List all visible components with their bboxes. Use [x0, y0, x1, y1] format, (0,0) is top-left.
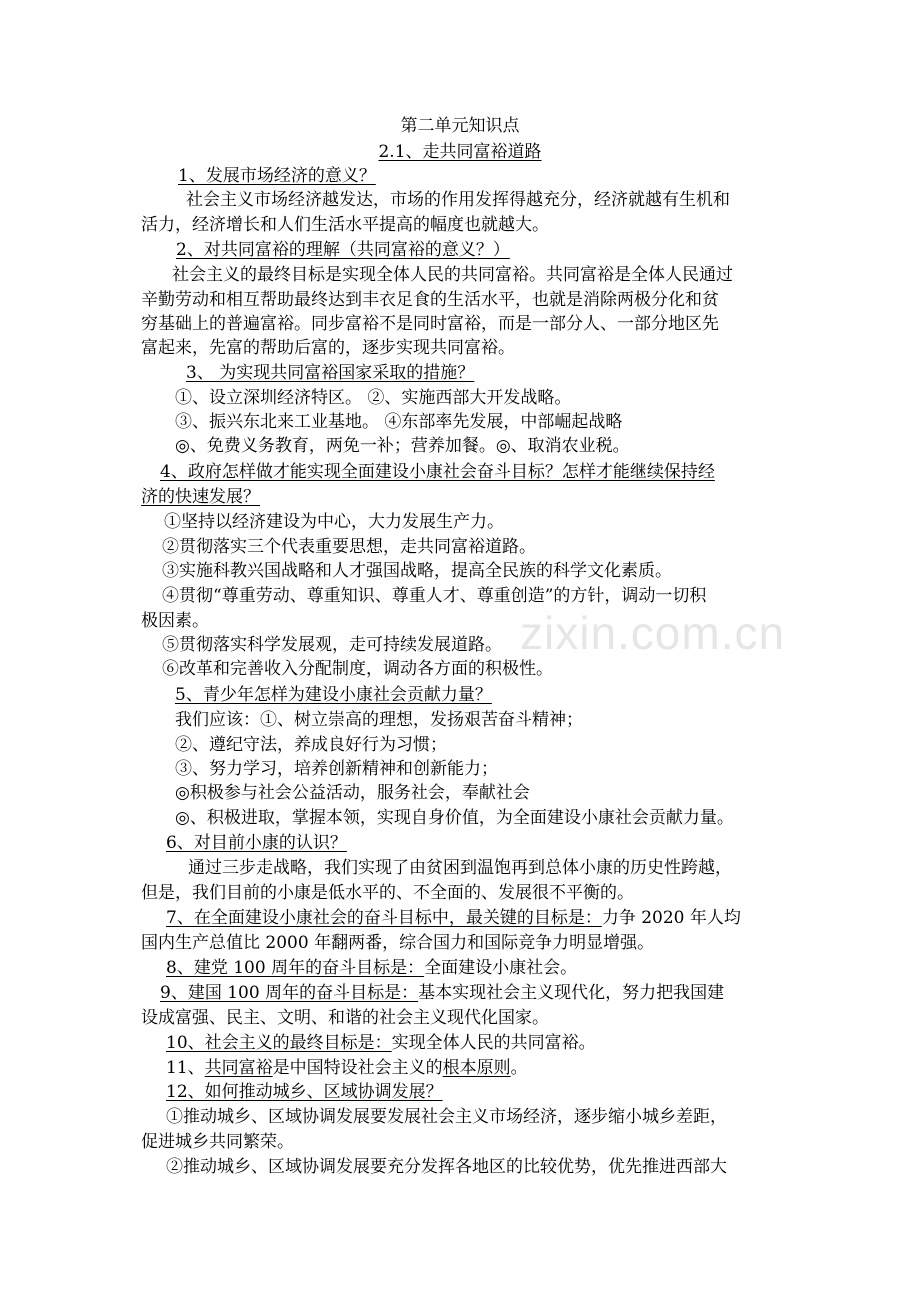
answer-6-line-1: 通过三步走战略，我们实现了由贫困到温饱再到总体小康的历史性跨越， [188, 858, 732, 878]
item-8-label: 8、建党 100 周年的奋斗目标是： [166, 958, 425, 978]
question-5: 5、青少年怎样为建设小康社会贡献力量？ [175, 685, 492, 705]
item-8-text: 全面建设小康社会。 [424, 958, 578, 978]
answer-2-line-3: 穷基础上的普遍富裕。同步富裕不是同时富裕，而是一部分人、一部分地区先 [141, 314, 719, 334]
item-9-line-1 [160, 981, 724, 1005]
item-10-text: 实现全体人民的共同富裕。 [391, 1033, 596, 1053]
item-9-label: 9、建国 100 周年的奋斗目标是： [160, 983, 419, 1003]
item-10-label: 10、社会主义的最终目标是： [166, 1033, 392, 1053]
answer-12-line-3: ②推动城乡、区域协调发展要充分发挥各地区的比较优势，优先推进西部大 [166, 1157, 727, 1177]
answer-5-line-3: ③、努力学习，培养创新精神和创新能力； [175, 759, 498, 779]
item-11-term-1: 共同富裕 [204, 1058, 273, 1078]
answer-2-line-4: 富起来，先富的帮助后富的，逐步实现共同富裕。 [141, 338, 515, 358]
answer-2-line-2: 辛勤劳动和相互帮助最终达到丰衣足食的生活水平，也就是消除两极分化和贫 [141, 290, 719, 310]
watermark: zixin.com.cn [520, 607, 786, 659]
item-11-suffix: 。 [510, 1058, 528, 1078]
item-11-middle: 是中国特设社会主义的 [272, 1058, 443, 1078]
item-7-line-1 [166, 906, 741, 930]
answer-5-line-2: ②、遵纪守法，养成良好行为习惯； [175, 735, 447, 755]
answer-3-line-3: ◎、免费义务教育，两免一补；营养加餐。◎、取消农业税。 [175, 436, 630, 456]
answer-5-line-1: 我们应该：①、树立崇高的理想，发扬艰苦奋斗精神； [175, 710, 583, 730]
answer-4-line-7: ⑥改革和完善收入分配制度，调动各方面的积极性。 [162, 659, 553, 679]
answer-5-line-5: ◎、积极进取，掌握本领，实现自身价值，为全面建设小康社会贡献力量。 [175, 808, 734, 828]
question-2: 2、对共同富裕的理解（共同富裕的意义？） [176, 240, 510, 260]
answer-4-line-5: 极因素。 [141, 611, 209, 631]
document-title: 第二单元知识点 [400, 116, 520, 136]
item-11-term-2: 根本原则 [442, 1058, 511, 1078]
question-4-line-1: 4、政府怎样做才能实现全面建设小康社会奋斗目标？怎样才能继续保持经 [160, 462, 715, 482]
question-12: 12、如何推动城乡、区域协调发展？ [166, 1082, 443, 1102]
item-8 [166, 956, 577, 980]
answer-5-line-4: ◎积极参与社会公益活动，服务社会，奉献社会 [175, 783, 530, 803]
question-6: 6、对目前小康的认识？ [166, 833, 347, 853]
item-11-prefix: 11、 [166, 1058, 205, 1078]
answer-3-line-1: ①、设立深圳经济特区。 ②、实施西部大开发战略。 [175, 388, 572, 408]
answer-3-line-2: ③、振兴东北来工业基地。 ④东部率先发展，中部崛起战略 [175, 412, 623, 432]
answer-4-line-6: ⑤贯彻落实科学发展观，走可持续发展道路。 [162, 635, 502, 655]
item-7-label: 7、在全面建设小康社会的奋斗目标中，最关键的目标是： [166, 908, 602, 928]
item-9-text: 基本实现社会主义现代化，努力把我国建 [418, 983, 725, 1003]
answer-2-line-1: 社会主义的最终目标是实现全体人民的共同富裕。共同富裕是全体人民通过 [172, 265, 733, 285]
answer-4-line-4: ④贯彻“尊重劳动、尊重知识、尊重人才、尊重创造”的方针，调动一切积 [162, 586, 707, 606]
answer-6-line-2: 但是，我们目前的小康是低水平的、不全面的、发展很不平衡的。 [141, 883, 634, 903]
question-3: 3、 为实现共同富裕国家采取的措施？ [186, 363, 475, 383]
answer-4-line-2: ②贯彻落实三个代表重要思想，走共同富裕道路。 [162, 537, 536, 557]
section-title: 2.1、走共同富裕道路 [378, 142, 542, 162]
answer-1-line-1: 社会主义市场经济越发达，市场的作用发挥得越充分，经济就越有生机和 [186, 190, 730, 210]
answer-12-line-1: ①推动城乡、区域协调发展要发展社会主义市场经济，逐步缩小城乡差距， [166, 1107, 727, 1127]
item-11 [166, 1056, 528, 1080]
item-10 [166, 1031, 596, 1055]
question-4-line-2: 济的快速发展？ [141, 487, 260, 507]
answer-4-line-3: ③实施科教兴国战略和人才强国战略，提高全民族的科学文化素质。 [162, 561, 672, 581]
item-7-text: 力争 2020 年人均 [601, 908, 741, 928]
question-1: 1、发展市场经济的意义？ [178, 166, 376, 186]
item-9-line-2: 设成富强、民主、文明、和谐的社会主义现代化国家。 [141, 1008, 549, 1028]
answer-4-line-1: ①坚持以经济建设为中心，大力发展生产力。 [164, 512, 504, 532]
item-7-line-2: 国内生产总值比 2000 年翻两番，综合国力和国际竞争力明显增强。 [141, 933, 655, 953]
answer-1-line-2: 活力，经济增长和人们生活水平提高的幅度也就越大。 [141, 215, 549, 235]
answer-12-line-2: 促进城乡共同繁荣。 [141, 1132, 294, 1152]
